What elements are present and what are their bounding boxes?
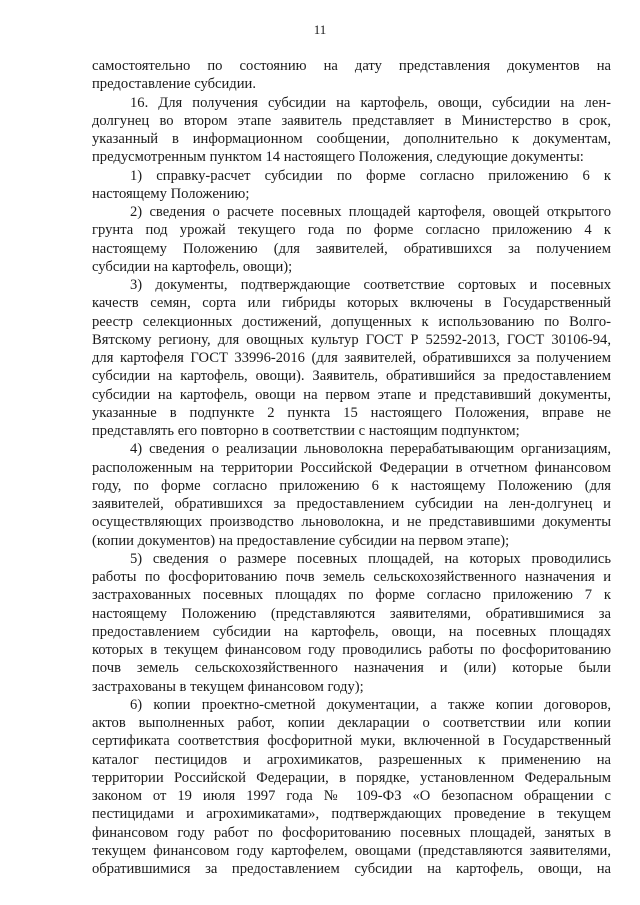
text-line: настоящему Положению (для заявителей, обратившихся за получением — [92, 240, 611, 257]
text-line: 3) документы, подтверждающие соответствие сортовых и посевных — [130, 277, 611, 293]
text-line: качеств семян, сорта или гибриды которых включены в Государственный — [92, 295, 611, 312]
text-line: году, по форме согласно приложению 6 к настоящему Положению (для — [92, 477, 611, 494]
text-line: субсидии на картофель, овощи на первом этапе и представивший документы, — [92, 386, 611, 403]
text-line: расположенным на территории Российской Федерации в отчетном финансовом — [92, 459, 611, 476]
text-line: заявителей, обратившихся за предоставлением субсидии на лен-долгунец и — [92, 496, 611, 512]
text-line: 16. Для получения субсидии на картофель, овощи, субсидии на лен- — [130, 94, 611, 111]
text-line: застрахованных посевных площадях по форме согласно приложению 7 к — [92, 587, 611, 604]
text-line: представлять его повторно в соответствии с настоящим подпунктом; — [92, 423, 520, 439]
text-line: работы по фосфоритованию почв земель сельскохозяйственного назначения и — [92, 569, 611, 585]
text-line: почв земель сельскохозяйственного назначения и (или) которые были — [92, 660, 611, 677]
text-line: которых в текущем финансовом году проводились работы по фосфоритованию — [92, 642, 611, 658]
text-line: указанный в информационном сообщении, дополнительно к документам, — [92, 131, 611, 147]
text-line: территории Российской Федерации, в порядке, установленном Федеральным — [92, 769, 611, 786]
text-line: актов выполненных работ, копии декларации о соответствии или копии — [92, 715, 611, 731]
text-line: сертификата соответствия фосфоритной муки, включенной в Государственный — [92, 733, 611, 750]
text-line: застрахованы в текущем финансовом году); — [92, 678, 364, 695]
text-line: пестицидами и агрохимикатами», подтверждающих проведение в текущем — [92, 806, 611, 823]
text-line: (копии документов) на предоставление субсидии на первом этапе); — [92, 532, 510, 549]
text-line: самостоятельно по состоянию на дату представления документов на — [92, 58, 611, 74]
text-line: осуществляющих производство льноволокна, и не представившими документы — [92, 514, 611, 531]
text-line: предоставление субсидии. — [92, 76, 256, 93]
text-line: субсидии на картофель, овощи); — [92, 258, 293, 275]
text-line: финансовом году работ по фосфоритованию посевных площадей, занятых в — [92, 824, 611, 841]
text-line: 4) сведения о реализации льноволокна перерабатывающим организациям, — [130, 441, 611, 458]
text-line: 1) справку-расчет субсидии по форме согласно приложению 6 к — [130, 167, 611, 184]
text-line: каталог пестицидов и агрохимикатов, разрешенных к применению на — [92, 751, 611, 768]
text-line: предусмотренным пунктом 14 настоящего Положения, следующие документы: — [92, 149, 584, 166]
text-line: предоставлением субсидии на картофель, овощи, на посевных площадях — [92, 623, 611, 640]
text-line: указанные в подпункте 2 пункта 15 настоящего Положения, вправе не — [92, 404, 611, 421]
text-line: Вятскому региону, для овощных культур ГОСТ Р 52592-2013, ГОСТ 30106-94, — [92, 331, 611, 348]
text-line: реестр селекционных достижений, допущенных к использованию по Волго- — [92, 313, 611, 330]
text-line: 6) копии проектно-сметной документации, а также копии договоров, — [130, 696, 611, 713]
text-line: обратившимися за предоставлением субсидии на картофель, овощи, на — [92, 861, 611, 877]
text-line: субсидии на картофель, овощи). Заявитель, обратившийся за предоставлением — [92, 368, 611, 385]
document-body — [92, 57, 611, 878]
page-number: 11 — [313, 22, 327, 37]
text-line: 2) сведения о расчете посевных площадей картофеля, овощей открытого — [130, 204, 611, 220]
text-line: 5) сведения о размере посевных площадей, на которых проводились — [130, 550, 611, 567]
text-line: текущем финансовом году картофелем, овощами (представляются заявителями, — [92, 842, 611, 859]
text-line: для картофеля ГОСТ 33996-2016 (для заявителей, обратившихся за получением — [92, 350, 611, 366]
text-line: долгунец во втором этапе заявитель представляет в Министерство в срок, — [92, 112, 611, 129]
text-line: грунта под урожай текущего года по форме согласно приложению 4 к — [92, 222, 611, 239]
text-line: законом от 19 июля 1997 года № 109-ФЗ «О безопасном обращении с — [92, 788, 611, 804]
text-line: настоящему Положению; — [92, 185, 250, 202]
text-line: настоящему Положению (представляются заявителями, обратившимися за — [92, 605, 611, 622]
